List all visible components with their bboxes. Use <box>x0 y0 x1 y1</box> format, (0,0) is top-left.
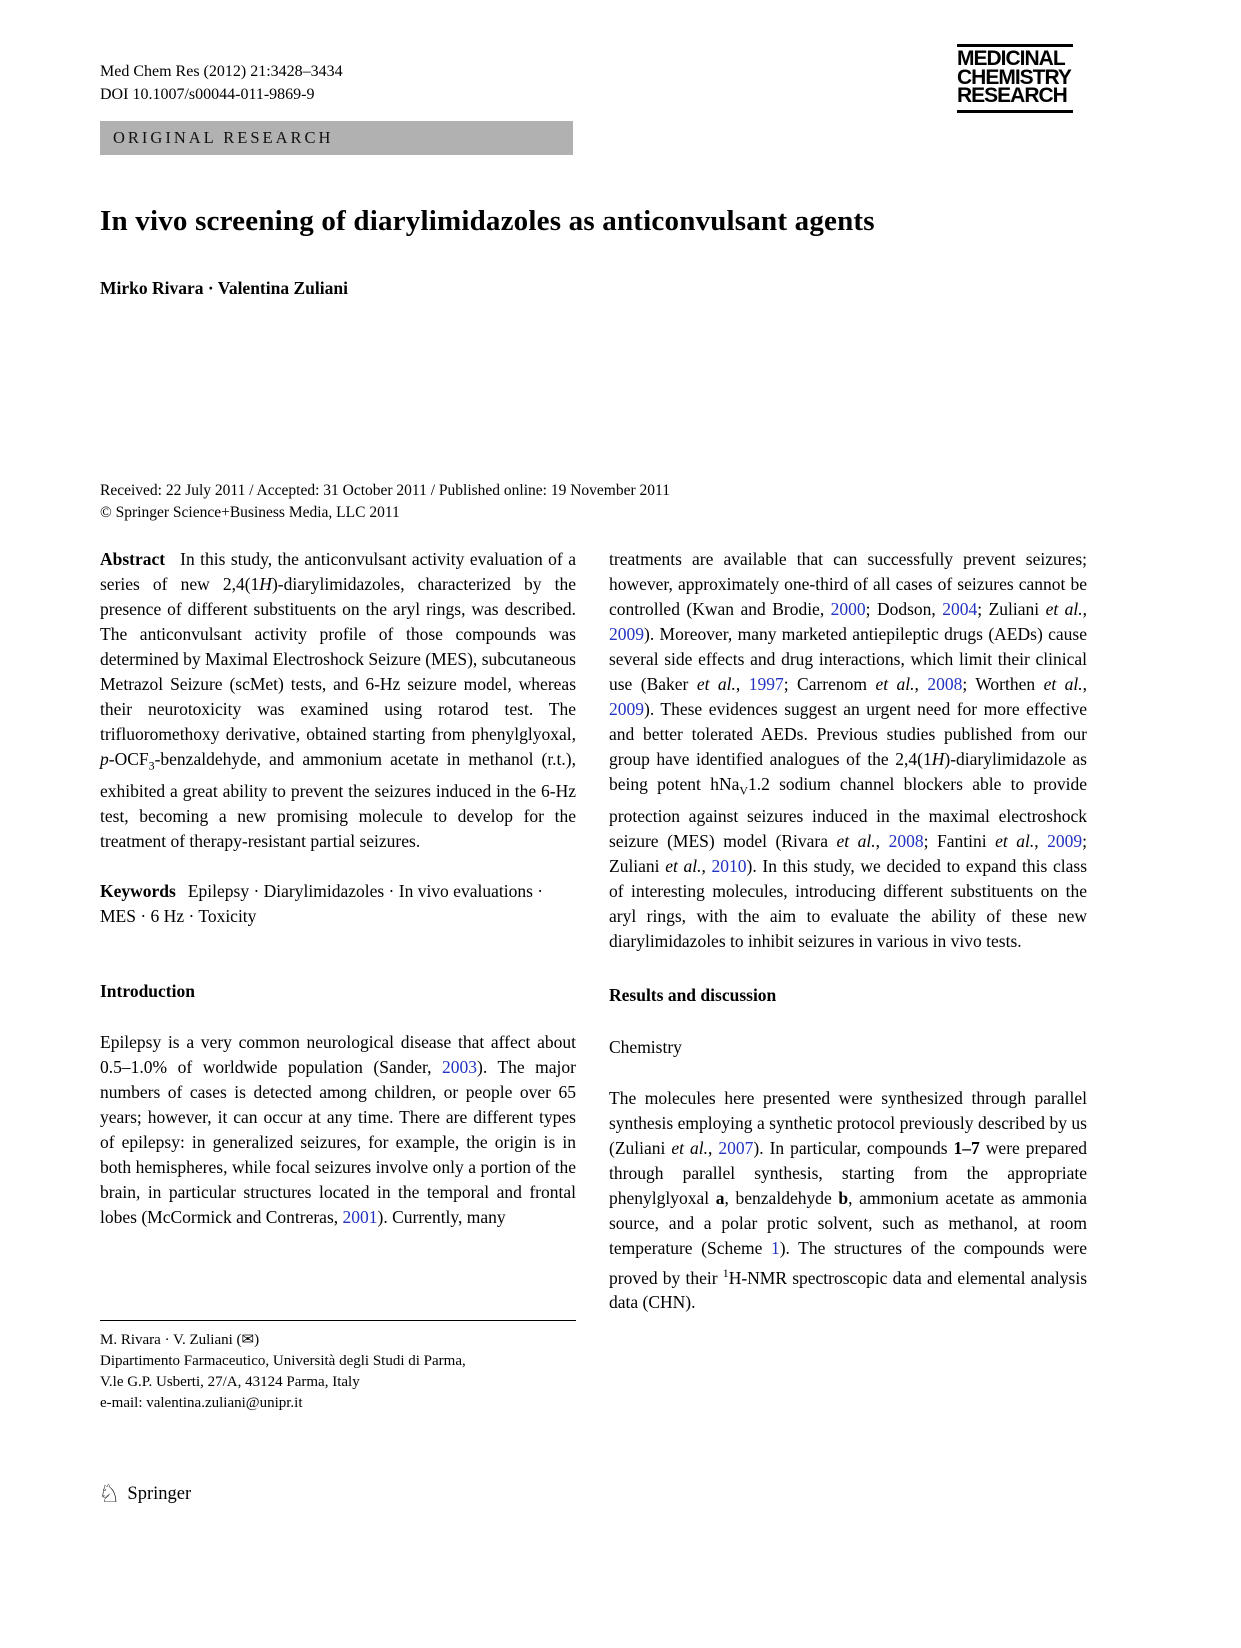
doi: DOI 10.1007/s00044-011-9869-9 <box>100 86 315 103</box>
text-segment: , <box>1082 599 1088 619</box>
text-segment: 1.2 sodium channel blockers able to provide protection against seizures induced in the maximal electroshock seizure (MES) model (Rivara <box>609 774 1087 851</box>
text-segment: b <box>838 1187 849 1208</box>
text-segment: ). These evidences suggest an urgent need for more effective and better tolerated AEDs. Previous studies published from our group have identified analogues of the 2,4(1 <box>609 699 1087 769</box>
text-segment: et al. <box>836 830 876 851</box>
citation-link[interactable]: 2009 <box>609 624 644 644</box>
journal-citation: Med Chem Res (2012) 21:3428–3434 <box>100 63 343 80</box>
publication-history <box>100 480 670 524</box>
text-segment: Epilepsy is a very common neurological disease that affect about 0.5–1.0% of worldwide population (Sander, <box>100 1031 576 1077</box>
text-segment: -benzaldehyde, and ammonium acetate in methanol (r.t.), exhibited a great ability to prevent the seizures induced in the 6-Hz test, becoming a new promising molecule to develop for the treatment of therapy-resistant partial seizures. <box>100 749 576 851</box>
text-segment: H-NMR spectroscopic data and elemental analysis data (CHN). <box>609 1267 1088 1313</box>
abstract-label: Abstract <box>100 549 166 569</box>
text-segment: p <box>100 749 109 769</box>
received-line: Received: 22 July 2011 / Accepted: 31 October 2011 / Published online: 19 November 2011 <box>100 482 670 499</box>
text-segment: The molecules here presented were synthesized through parallel synthesis employing a synthetic protocol previously described by us (Zuliani <box>609 1087 1087 1158</box>
text-segment: )-diarylimidazole as being potent hNa <box>609 749 1087 794</box>
text-segment: ). In particular, compounds <box>753 1137 954 1158</box>
keywords-paragraph <box>100 879 576 929</box>
text-segment: et al. <box>875 674 915 694</box>
text-segment: et al. <box>995 830 1035 851</box>
journal-logo-line: MEDICINAL <box>957 47 1065 70</box>
springer-horse-icon: ♘ <box>98 1481 121 1508</box>
abstract-paragraph <box>100 547 576 854</box>
article-title: In vivo screening of diarylimidazoles as anticonvulsant agents <box>100 205 875 237</box>
citation-link[interactable]: 2003 <box>442 1056 478 1077</box>
text-segment: 3 <box>148 758 155 773</box>
text-segment: H <box>931 749 945 769</box>
subsection-heading-chemistry: Chemistry <box>609 1036 682 1057</box>
text-segment: , benzaldehyde <box>724 1187 839 1208</box>
text-segment: ; Zuliani <box>977 599 1046 619</box>
affiliation-line: Dipartimento Farmaceutico, Università degli Studi di Parma, <box>100 1353 466 1369</box>
text-segment: , <box>735 674 749 694</box>
correspondence-footnote <box>100 1320 576 1414</box>
keywords-label: Keywords <box>100 880 176 901</box>
text-segment: et al. <box>671 1137 708 1158</box>
email-line[interactable]: e-mail: valentina.zuliani@unipr.it <box>100 1395 303 1411</box>
introduction-paragraph <box>100 1030 576 1230</box>
text-segment: , <box>1034 830 1048 851</box>
text-segment: V <box>739 783 748 798</box>
citation-link[interactable]: 2009 <box>609 699 644 719</box>
text-segment: ; Fantini <box>923 830 996 851</box>
text-segment: et al. <box>1045 599 1083 619</box>
text-segment: , <box>708 1137 719 1158</box>
text-segment: , <box>875 830 889 851</box>
journal-logo <box>957 44 1073 113</box>
text-segment: Epilepsy · Diarylimidazoles · In vivo evaluations · MES · 6 Hz · Toxicity <box>100 880 544 926</box>
authors: Mirko Rivara · Valentina Zuliani <box>100 278 348 298</box>
text-segment: , ammonium acetate as ammonia source, and a polar protic solvent, such as methanol, at room temperature (Scheme <box>609 1187 1088 1258</box>
article-type-banner <box>100 121 573 155</box>
springer-logo <box>98 1482 191 1507</box>
right-column <box>609 547 1087 1315</box>
citation-link[interactable]: 2010 <box>711 855 747 876</box>
text-segment: , <box>1082 674 1088 694</box>
text-segment: et al. <box>665 855 702 876</box>
abstract-text <box>100 549 576 851</box>
intro-continued-paragraph <box>609 547 1087 954</box>
text-segment: ). The major numbers of cases is detected among children, or people over 65 years; however, it can occur at any time. There are different types of epilepsy: in generalized seizures, for example, the origin is in both hemispheres, while focal seizures involve only a portion of the brain, in particular structures located in the temporal and frontal lobes (McCormick and Contreras, <box>100 1056 576 1227</box>
left-column <box>100 547 576 1230</box>
text-segment: were prepared through parallel synthesis, starting from the appropriate phenylglyoxal <box>609 1137 1087 1208</box>
copyright-line: © Springer Science+Business Media, LLC 2011 <box>100 504 400 521</box>
citation-link[interactable]: 1997 <box>748 674 784 694</box>
citation-link[interactable]: 2008 <box>888 830 924 851</box>
corresponding-authors: M. Rivara · V. Zuliani (✉) <box>100 1332 260 1348</box>
section-heading-introduction: Introduction <box>100 980 195 1001</box>
text-segment: ). Currently, many <box>377 1206 506 1227</box>
text-segment: , <box>701 855 712 876</box>
text-segment: ; Dodson, <box>865 599 943 619</box>
journal-logo-line: CHEMISTRY <box>957 65 1071 89</box>
text-segment: ). The structures of the compounds were proved by their <box>609 1237 1087 1288</box>
text-segment: treatments are available that can successfully prevent seizures; however, approximately one-third of all cases of seizures cannot be controlled (Kwan and Brodie, <box>609 549 1087 619</box>
text-segment: et al. <box>696 674 736 694</box>
citation-link[interactable]: 2009 <box>1047 830 1083 851</box>
citation-link[interactable]: 2001 <box>342 1206 378 1227</box>
text-segment: 1 <box>722 1265 729 1280</box>
citation-link[interactable]: 2004 <box>942 599 978 619</box>
text-segment: ). Moreover, many marketed antiepileptic drugs (AEDs) cause several side effects and drug interactions, which limit their clinical use (Baker <box>609 624 1087 694</box>
citation-link[interactable]: 2007 <box>718 1137 754 1158</box>
article-type-label: ORIGINAL RESEARCH <box>113 128 334 147</box>
text-segment: -OCF <box>108 749 149 769</box>
text-segment: a <box>715 1187 725 1208</box>
citation-link[interactable]: 1 <box>770 1237 780 1258</box>
text-segment: ). In this study, we decided to expand this class of interesting molecules, introducing different substituents on the aryl rings, with the aim to evaluate the ability of these new diarylimidazoles to inhibit seizures in various in vivo tests. <box>609 855 1088 951</box>
text-segment: 1–7 <box>953 1137 980 1158</box>
text-segment: In this study, the anticonvulsant activity evaluation of a series of new 2,4(1 <box>100 549 576 594</box>
text-segment: H <box>259 574 272 594</box>
citation-link[interactable]: 2000 <box>830 599 866 619</box>
chemistry-paragraph <box>609 1086 1087 1316</box>
text-segment: , <box>914 674 928 694</box>
springer-wordmark: Springer <box>127 1484 192 1504</box>
citation-link[interactable]: 2008 <box>927 674 963 694</box>
text-segment: et al. <box>1043 674 1083 694</box>
affiliation-address: V.le G.P. Usberti, 27/A, 43124 Parma, Italy <box>100 1374 360 1390</box>
text-segment: ; Carrenom <box>783 674 876 694</box>
journal-logo-line: RESEARCH <box>957 84 1067 107</box>
section-heading-results: Results and discussion <box>609 984 777 1005</box>
journal-info <box>100 60 343 106</box>
text-segment: )-diarylimidazoles, characterized by the presence of different substituents on the aryl rings, was described. The anticonvulsant activity profile of those compounds was determined by Maximal Electroshock Seizure (MES), subcutaneous Metrazol Seizure (scMet) tests, and 6-Hz seizure model, whereas their neurotoxicity was examined using rotarod test. The trifluoromethoxy derivative, obtained starting from phenylglyoxal, <box>100 574 576 744</box>
text-segment: ; Worthen <box>962 674 1044 694</box>
text-segment: ; Zuliani <box>609 830 1088 876</box>
